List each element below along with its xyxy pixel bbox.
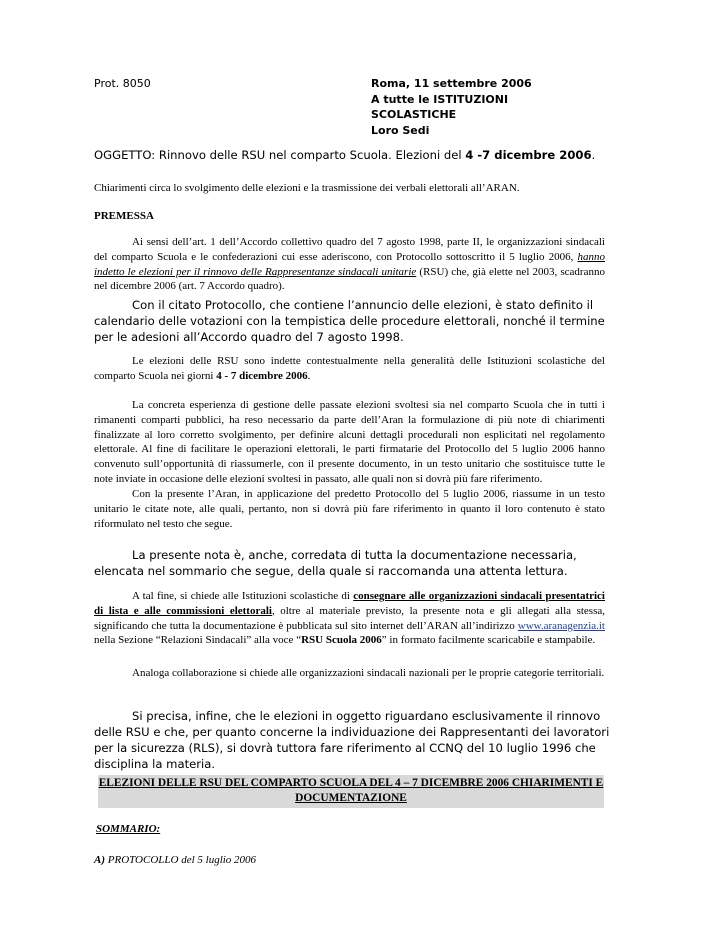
paragraph-text: Le elezioni delle RSU sono indette contestualmente nella generalità delle Istituzioni scolastiche del comparto Scuola nei giorni <box>94 355 605 382</box>
summary-item <box>94 853 605 868</box>
subject-text: OGGETTO: Rinnovo delle RSU nel comparto Scuola. Elezioni del <box>94 148 466 162</box>
recipient-line: Loro Sedi <box>371 123 430 137</box>
item-label: A) <box>94 854 105 866</box>
emphasis-text: hanno indetto le elezioni per il rinnovo delle Rappresentanze sindacali unitarie <box>94 250 605 278</box>
paragraph-text: . <box>307 369 311 382</box>
website-link[interactable]: www.aranagenzia.it <box>517 619 605 632</box>
paragraph-text: (RSU) che, già elette nel 2003, scadranno nel dicembre 2006 (art. 7 Accordo quadro). <box>94 265 605 293</box>
paragraph-text: ” in formato facilmente scaricabile e stampabile. <box>381 634 596 647</box>
emphasis-text: 4 - 7 dicembre 2006 <box>216 369 308 382</box>
section-title-premessa: PREMESSA <box>94 210 154 222</box>
banner-line: DOCUMENTAZIONE <box>295 792 407 804</box>
paragraph <box>94 354 605 384</box>
protocol-number: Prot. 8050 <box>94 77 151 90</box>
paragraph: La concreta esperienza di gestione delle passate elezioni svoltesi sia nel comparto Scuola che in tutti i rimanenti comparti pubblici, ha reso necessario da parte dell’Aran la formulazione di più note di chiarimenti finalizzate al loro corretto svolgimento, per definire alcuni dettagli procedurali non esplicitati nel regolamento elettorale. Al fine di facilitare le operazioni elettorali, le parti firmatarie del Protocollo del 5 luglio 2006 hanno convenuto sull’opportunità di riassumerle, con il presente documento, in un testo unitario che sostituisce tutte le note inviate in occasione delle elezioni svoltesi in passato, alle quali non si dovrà più fare riferimento. <box>94 399 605 485</box>
place-date: Roma, 11 settembre 2006 <box>371 77 532 90</box>
paragraph: Con il citato Protocollo, che contiene l’annuncio delle elezioni, è stato definito il calendario delle votazioni con la tempistica delle procedure elettorali, nonché il termine per le adesioni all’Accordo quadro del 7 agosto 1998. <box>94 298 605 344</box>
paragraph-text: Ai sensi dell’art. 1 dell’Accordo collettivo quadro del 7 agosto 1998, parte II, le organizzazioni sindacali del comparto Scuola e le confederazioni cui esse aderiscono, con Protocollo sottoscritto il 5 luglio 2006, <box>94 236 605 263</box>
paragraph: La presente nota è, anche, corredata di tutta la documentazione necessaria, elencata nel sommario che segue, della quale si raccomanda una attenta lettura. <box>94 548 577 578</box>
paragraph: Analoga collaborazione si chiede alle organizzazioni sindacali nazionali per le proprie categorie territoriali. <box>132 667 605 679</box>
paragraph-text: A tal fine, si chiede alle Istituzioni scolastiche di <box>132 590 354 602</box>
subject-end: . <box>591 148 596 162</box>
paragraph <box>94 235 605 294</box>
subject-line <box>94 147 605 163</box>
item-text: PROTOCOLLO del 5 luglio 2006 <box>105 854 257 866</box>
banner-line: ELEZIONI DELLE RSU DEL COMPARTO SCUOLA DEL 4 – 7 DICEMBRE 2006 CHIARIMENTI E <box>98 777 604 789</box>
recipient-line: SCOLASTICHE <box>371 108 457 121</box>
paragraph-text: nella Sezione “Relazioni Sindacali” alla voce “ <box>94 634 302 647</box>
recipient-line: A tutte le ISTITUZIONI <box>371 92 509 106</box>
paragraph <box>94 589 605 648</box>
summary-banner <box>98 775 604 808</box>
clarifications-line: Chiarimenti circa lo svolgimento delle elezioni e la trasmissione dei verbali elettorali all’ARAN. <box>94 182 520 194</box>
address-block <box>371 76 532 138</box>
paragraph-text: , oltre al materiale previsto, la presente nota e gli allegati alla stessa, significando che tutta la documentazione è pubblicata sul sito internet dell’ARAN all’indirizzo <box>94 604 605 632</box>
paragraph: Con la presente l’Aran, in applicazione del predetto Protocollo del 5 luglio 2006, riassume in un testo unitario le citate note, alle quali, pertanto, non si dovrà più fare riferimento in quanto il loro contenuto è stato riformulato nel testo che segue. <box>94 488 605 530</box>
summary-title: SOMMARIO: <box>96 823 161 835</box>
emphasis-text: RSU Scuola 2006 <box>301 634 382 647</box>
subject-dates: 4 -7 dicembre 2006 <box>465 148 592 162</box>
paragraph: Si precisa, infine, che le elezioni in oggetto riguardano esclusivamente il rinnovo delle RSU e che, per quanto concerne la individuazione dei Rappresentanti dei lavoratori per la sicurezza (RLS), si dovrà tuttora fare riferimento al CCNQ del 10 luglio 1996 che disciplina la materia. <box>94 709 610 771</box>
emphasis-text: consegnare alle organizzazioni sindacali presentatrici di lista e alle commissioni elettorali <box>94 590 605 617</box>
